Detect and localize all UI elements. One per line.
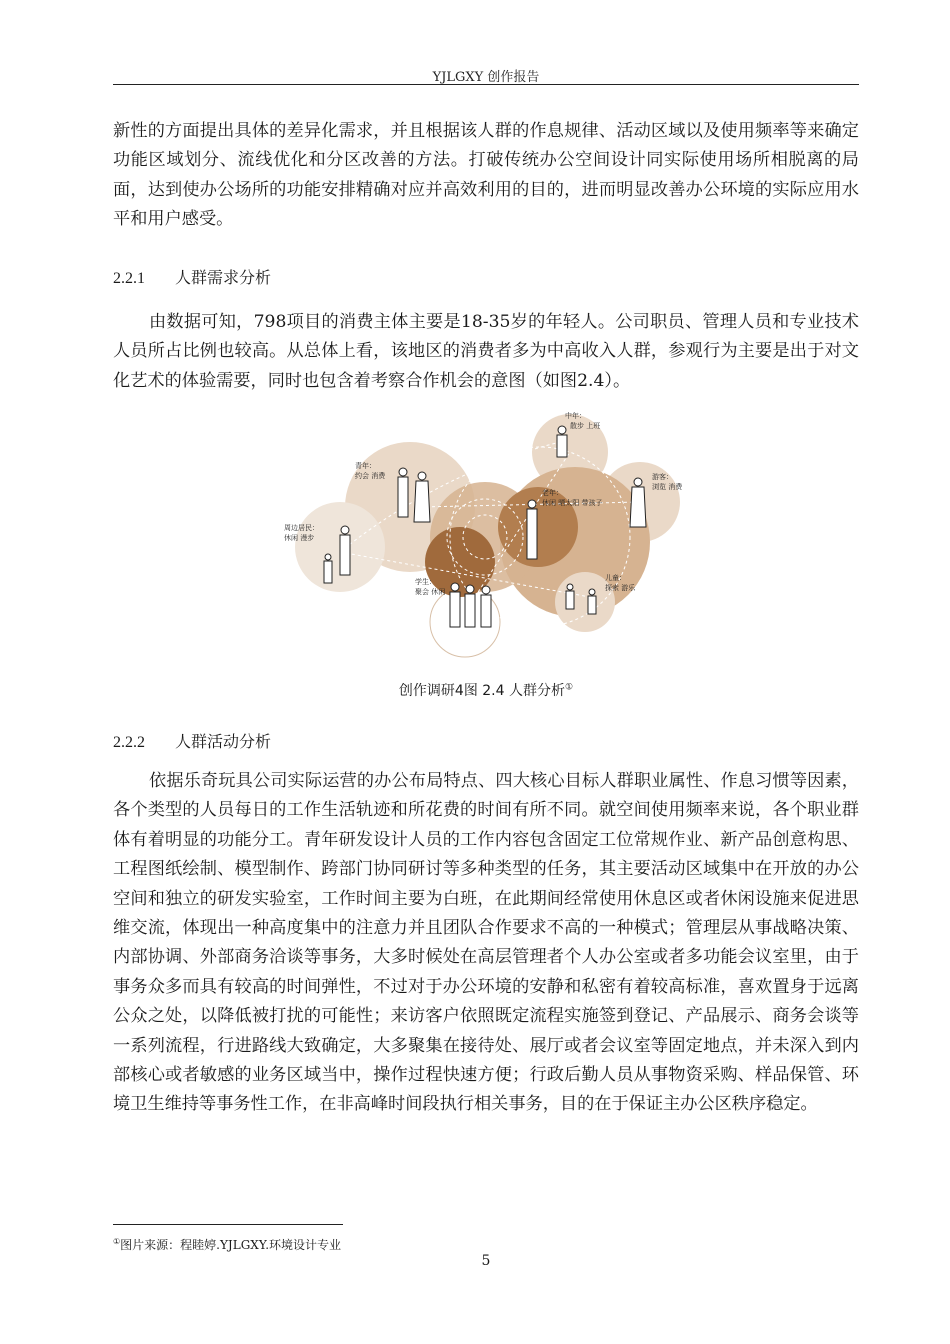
section-2-2-2-paragraph: 依据乐奇玩具公司实际运营的办公布局特点、四大核心目标人群职业属性、作息习惯等因素，各个类型的人员每日的工作生活轨迹和所花费的时间有所不同。就空间使用频率来说，各个职业群体有着明显的功能分工。青年研发设计人员的工作内容包含固定工位常规作业、新产品创意构思、工程图纸绘制、模型制作、跨部门协同研讨等多种类型的任务，其主要活动区域集中在开放的办公空间和独立的研发实验室，工作时间主要为白班，在此期间经常使用休息区或者休闲设施来促进思维交流，体现出一种高度集中的注意力并且团队合作要求不高的一种模式；管理层从事战略决策、内部协调、外部商务洽谈等事务，大多时候处在高层管理者个人办公室或者多功能会议室里，由于事务众多而具有较高的时间弹性，不过对于办公环境的安静和私密有着较高标准，喜欢置身于远离公众之处，以降低被打扰的可能性；来访客户依照既定流程实施签到登记、产品展示、商务会谈等一系列流程，行进路线大致确定，大多聚集在接待处、展厅或者会议室等固定地点，并未深入到内部核心或者敏感的业务区域当中，操作过程快速方便；行政后勤人员从事物资采购、样品保管、环境卫生维持等事务性工作，在非高峰时间段执行相关事务，目的在于保证主办公区秩序稳定。 <box>113 771 859 1115</box>
person-icon <box>398 477 408 517</box>
label-middle-aged-sub: 散步 上班 <box>570 422 601 430</box>
section-number: 2.2.2 <box>113 734 145 751</box>
section-heading-2-2-1 <box>113 266 271 290</box>
footnote-rule <box>113 1224 343 1225</box>
person-icon <box>399 468 407 476</box>
person-icon <box>482 586 490 594</box>
caption-text: 创作调研4图 2.4 人群分析 <box>398 683 565 699</box>
label-elder-sub: 休闲 晒太阳 带孩子 <box>542 499 603 507</box>
section-heading-2-2-2 <box>113 730 271 754</box>
section-title: 人群需求分析 <box>175 268 272 287</box>
person-icon <box>481 595 491 627</box>
label-student-sub: 聚会 休闲 <box>415 588 446 596</box>
label-resident-sub: 休闲 漫步 <box>284 534 315 542</box>
person-icon <box>634 478 642 486</box>
label-tourist: 游客： <box>652 473 673 481</box>
header-rule <box>113 84 859 85</box>
label-youth-sub: 约会 消费 <box>355 472 386 480</box>
intro-paragraph: 新性的方面提出具体的差异化需求，并且根据该人群的作息规律、活动区域以及使用频率等来确定功能区域划分、流线优化和分区改善的方法。打破传统办公空间设计同实际使用场所相脱离的局面，达到使办公场所的功能安排精确对应并高效利用的目的，进而明显改善办公环境的实际应用水平和用户感受。 <box>113 121 859 230</box>
label-elder: 老年： <box>542 489 563 497</box>
person-icon <box>451 583 459 591</box>
person-icon <box>450 592 460 627</box>
person-icon <box>567 584 573 590</box>
person-icon <box>465 594 475 627</box>
label-resident: 周边居民： <box>284 524 319 532</box>
footnote <box>113 1236 341 1253</box>
crowd-diagram <box>270 412 683 672</box>
label-child: 儿童： <box>605 574 626 582</box>
person-icon <box>589 589 595 595</box>
person-icon <box>340 535 350 575</box>
person-icon <box>527 509 537 559</box>
page-number: 5 <box>481 1253 491 1269</box>
figure-caption <box>113 680 859 700</box>
page-header: YJLGXY 创作报告 <box>432 70 540 85</box>
label-youth: 青年： <box>355 462 376 470</box>
label-child-sub: 探索 游乐 <box>605 584 636 592</box>
person-icon <box>418 472 426 480</box>
section-title: 人群活动分析 <box>175 732 272 751</box>
section-number: 2.2.1 <box>113 270 145 287</box>
label-tourist-sub: 浏览 消费 <box>652 483 683 491</box>
person-icon <box>325 554 331 560</box>
label-middle-aged: 中年： <box>565 412 586 420</box>
footnote-mark: ① <box>113 1237 121 1246</box>
label-student: 学生： <box>415 578 436 586</box>
person-icon <box>558 426 566 434</box>
person-icon <box>528 500 536 508</box>
person-icon <box>341 526 349 534</box>
person-icon <box>466 585 474 593</box>
section-2-2-1-paragraph: 由数据可知，798项目的消费主体主要是18-35岁的年轻人。公司职员、管理人员和专业技术人员所占比例也较高。从总体上看，该地区的消费者多为中高收入人群，参观行为主要是出于对文化艺术的体验需要，同时也包含着考察合作机会的意图（如图2.4）。 <box>113 312 859 391</box>
footnote-text: 图片来源：程睦婷.YJLGXY.环境设计专业 <box>120 1238 342 1252</box>
person-icon <box>588 596 596 614</box>
person-icon <box>414 481 430 522</box>
crowd-analysis-figure <box>270 412 683 672</box>
person-icon <box>630 487 646 527</box>
person-icon <box>566 591 574 609</box>
person-icon <box>557 435 567 457</box>
person-icon <box>324 561 332 583</box>
caption-note-mark: ① <box>565 682 574 693</box>
